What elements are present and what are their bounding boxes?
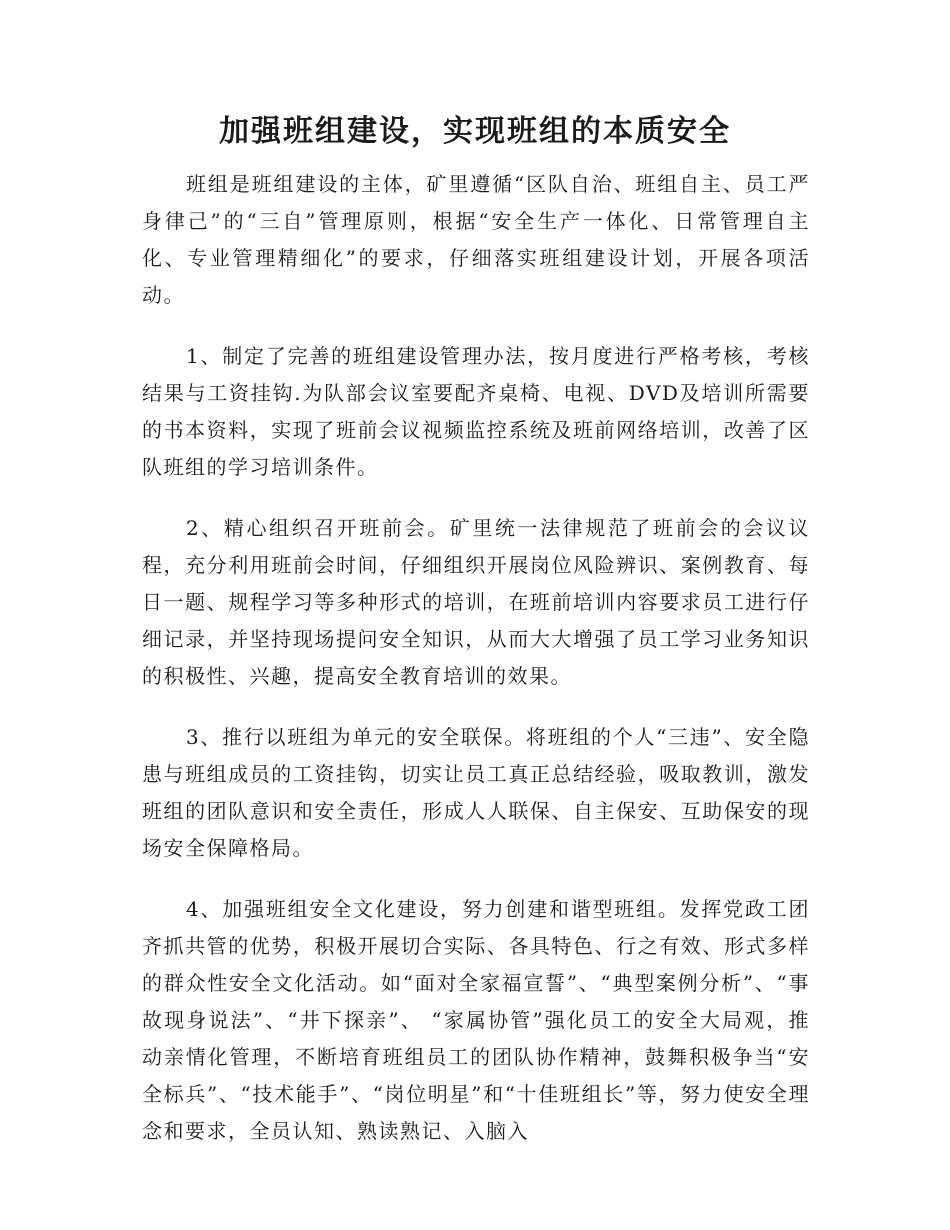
paragraph-item-2: 2、精心组织召开班前会。矿里统一法律规范了班前会的会议议程，充分利用班前会时间，仔细组织开展岗位风险辨识、案例教育、每日一题、规程学习等多种形式的培训，在班前培训内容要求员工进行仔细记录，并坚持现场提问安全知识，从而大大增强了员工学习业务知识的积极性、兴趣，提高安全教育培训的效果。: [142, 516, 810, 688]
paragraph-item-1: 1、制定了完善的班组建设管理办法，按月度进行严格考核，考核结果与工资挂钩.为队部会议室要配齐桌椅、电视、DVD及培训所需要的书本资料，实现了班前会议视频监控系统及班前网络培训，改善了区队班组的学习培训条件。: [142, 344, 810, 479]
document-body: [142, 166, 810, 1174]
document-title: 加强班组建设，实现班组的本质安全: [219, 114, 731, 149]
intro-paragraph: 班组是班组建设的主体，矿里遵循“区队自治、班组自主、员工严身律己”的“三自”管理原则，根据“安全生产一体化、日常管理自主化、专业管理精细化”的要求，仔细落实班组建设计划，开展各项活动。: [142, 172, 810, 307]
paragraph-item-4: 4、加强班组安全文化建设，努力创建和谐型班组。发挥党政工团齐抓共管的优势，积极开展切合实际、各具特色、行之有效、形式多样的群众性安全文化活动。如“面对全家福宣誓”、“典型案例分析”、“事故现身说法”、“井下探亲”、 “家属协管”强化员工的安全大局观，推动亲情化管理，不断培育班组员工的团队协作精神，鼓舞积极争当“安全标兵”、“技术能手”、“岗位明星”和“十佳班组长”等，努力使安全理念和要求，全员认知、熟读熟记、入脑入: [142, 897, 810, 1143]
paragraph-item-3: 3、推行以班组为单元的安全联保。将班组的个人“三违”、安全隐患与班组成员的工资挂钩，切实让员工真正总结经验，吸取教训，激发班组的团队意识和安全责任，形成人人联保、自主保安、互助保安的现场安全保障格局。: [142, 725, 810, 860]
